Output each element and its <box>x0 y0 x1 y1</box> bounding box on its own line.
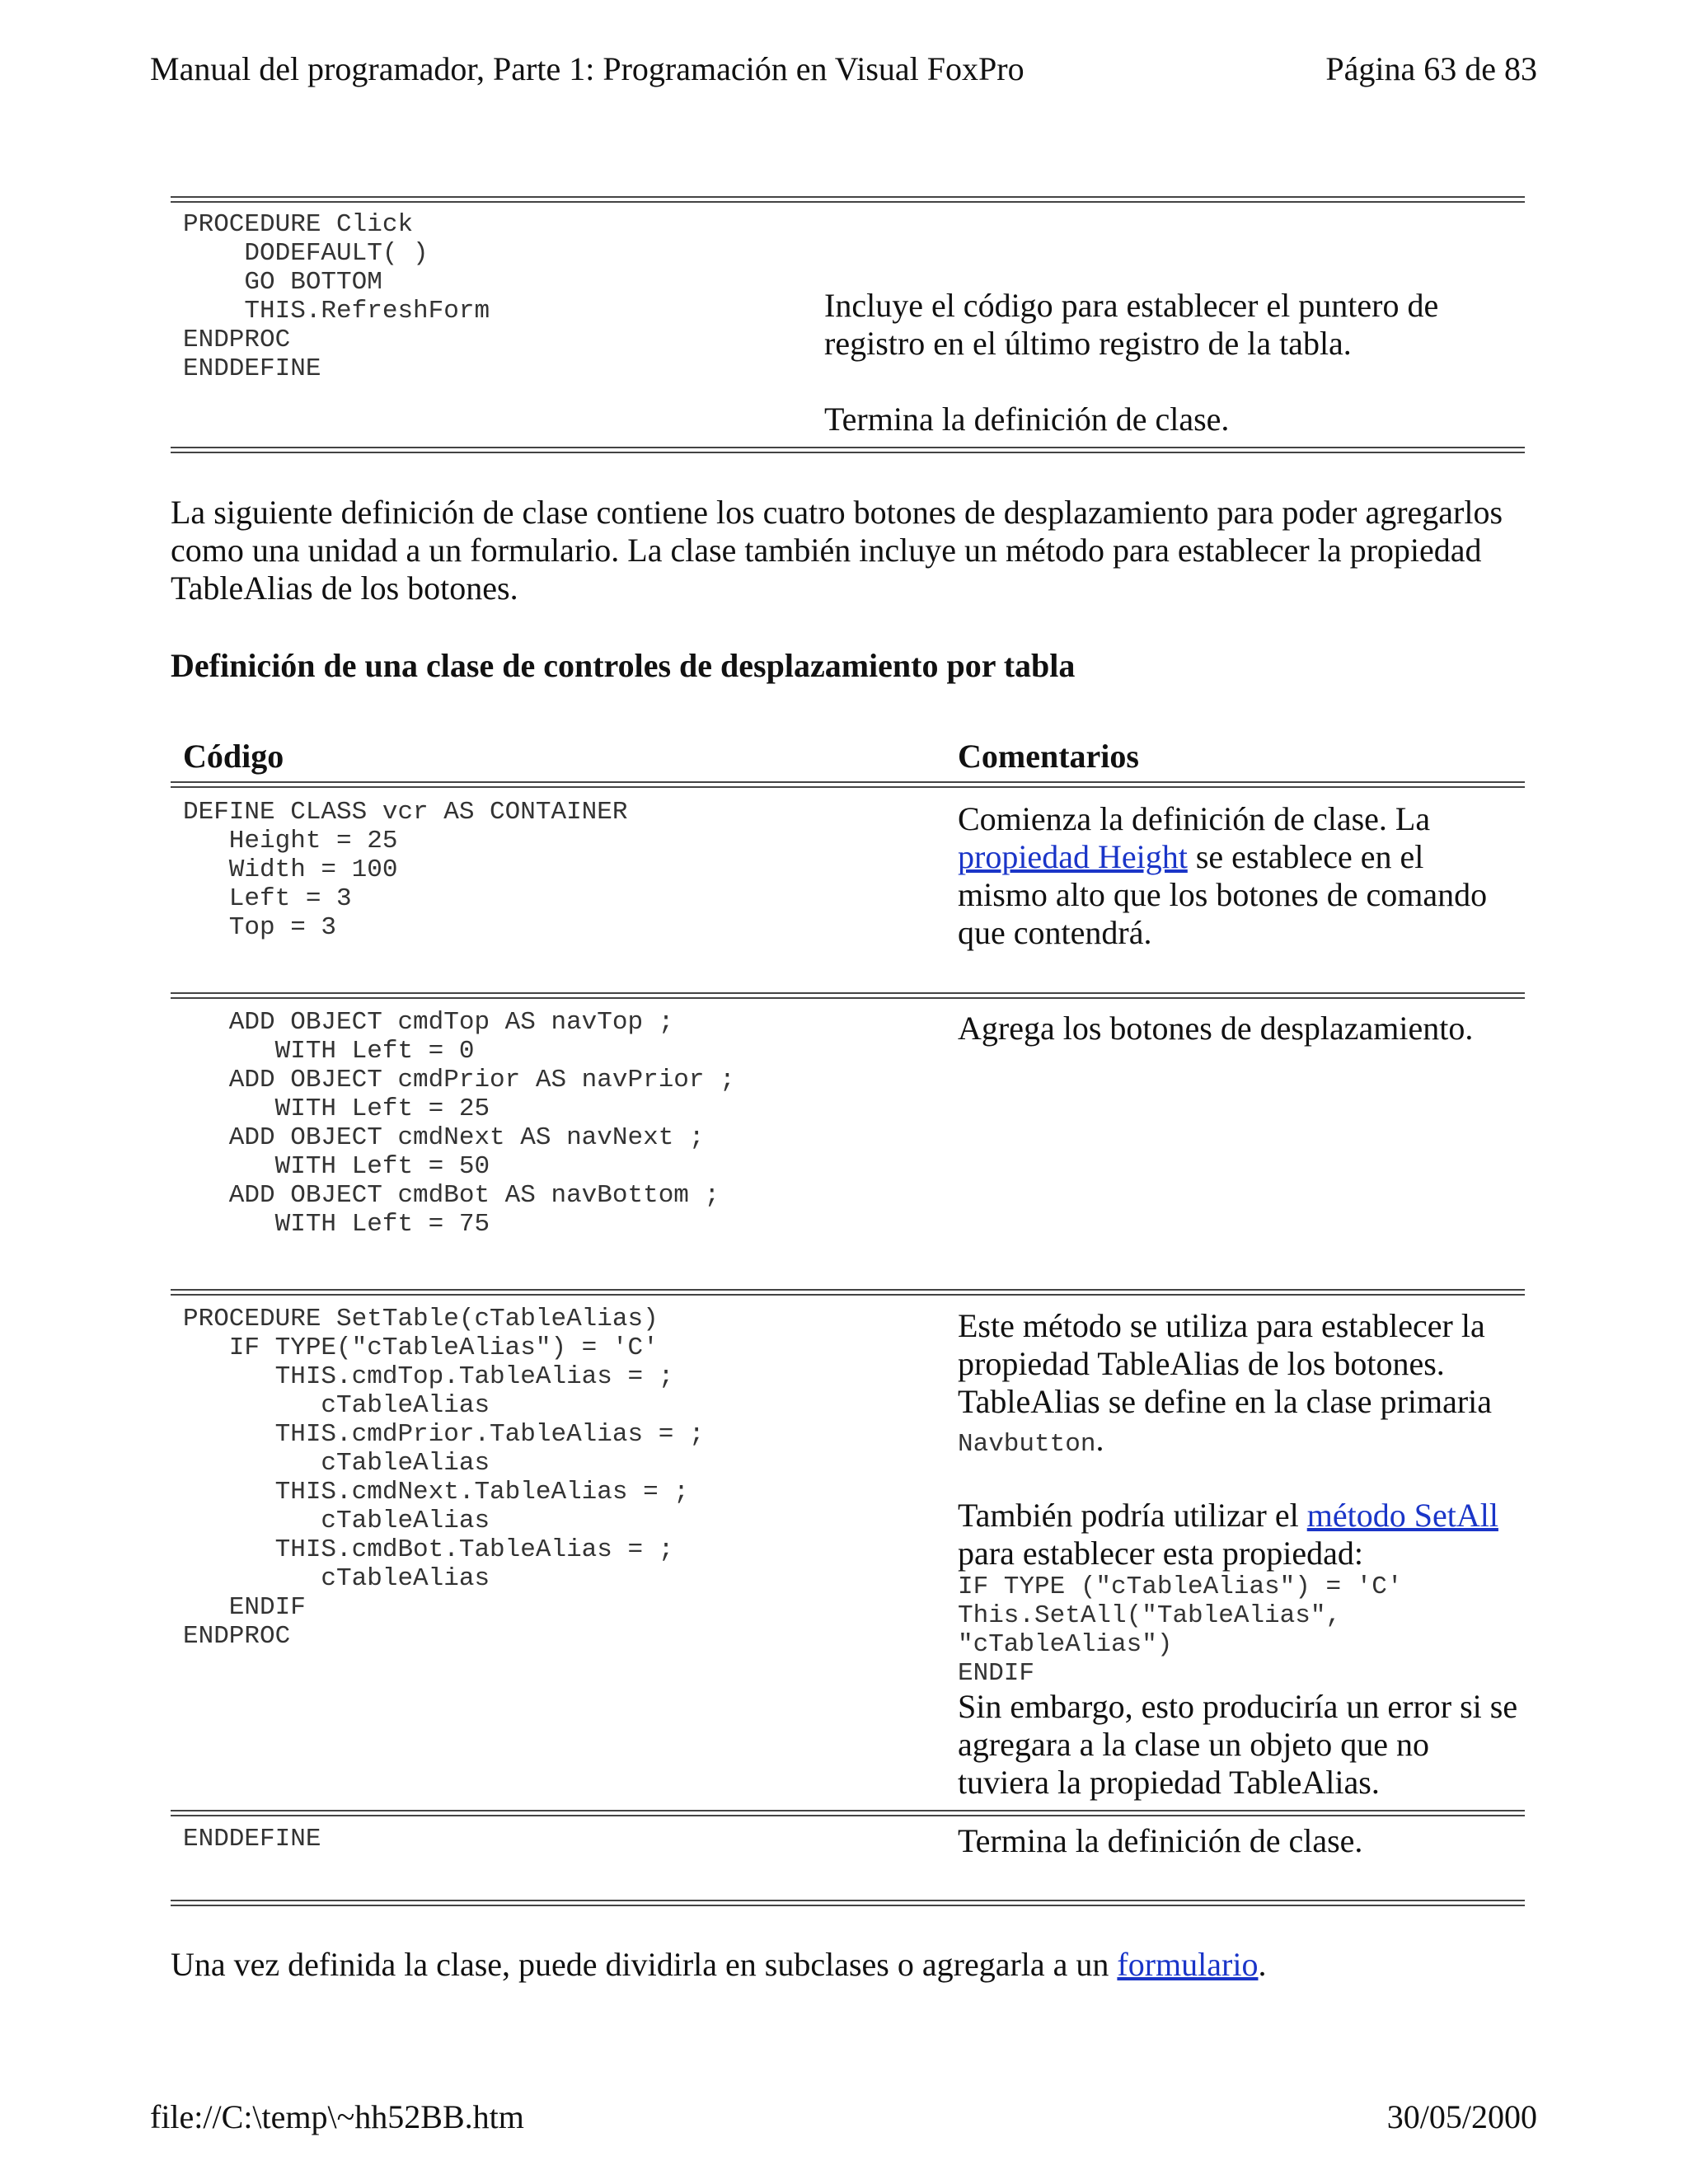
comment-add-objects: Agrega los botones de desplazamiento. <box>958 1010 1474 1047</box>
comment-setall-text: También podría utilizar el método SetAll para establecer esta propiedad: <box>958 1497 1498 1572</box>
code-enddefine: ENDDEFINE <box>183 1825 321 1854</box>
table-row-rule <box>171 992 1525 999</box>
comment-settable <box>958 1307 1518 1802</box>
column-header-comments: Comentarios <box>958 738 1139 775</box>
link-setall-method[interactable]: método SetAll <box>1306 1497 1498 1534</box>
code-settable-procedure: PROCEDURE SetTable(cTableAlias) IF TYPE("cTableAlias") = 'C' THIS.cmdTop.TableAlias = ; cTableAlias THIS.cmdPrior.TableAlias = ; cTableAlias THIS.cmdNext.TableAlias = ; cTableAlias THIS.cmdBot.TableAlias = ; cTableAlias ENDIF ENDPROC <box>183 1305 705 1651</box>
code-click-procedure: PROCEDURE Click DODEFAULT( ) GO BOTTOM THIS.RefreshForm ENDPROC ENDDEFINE <box>183 210 490 383</box>
link-height-property[interactable]: propiedad Height <box>958 838 1188 875</box>
comment-setall-warning: Sin embargo, esto produciría un error si se agregara a la clase un objeto que no tuviera la propiedad TableAlias. <box>958 1688 1518 1801</box>
section-heading: Definición de una clase de controles de desplazamiento por tabla <box>171 647 1076 684</box>
code-setall-example: IF TYPE ("cTableAlias") = 'C' This.SetAll("TableAlias", "cTableAlias") ENDIF <box>958 1572 1403 1688</box>
table-row-rule <box>171 1810 1525 1816</box>
table-header-rule <box>171 781 1525 788</box>
column-header-code: Código <box>183 738 284 775</box>
code-define-class: DEFINE CLASS vcr AS CONTAINER Height = 25 Width = 100 Left = 3 Top = 3 <box>183 798 628 942</box>
intro-paragraph: La siguiente definición de clase contiene los cuatro botones de desplazamiento para poder agregarlos como una unidad a un formulario. La clase también incluye un método para establecer la propiedad TableAlias de los botones. <box>171 494 1503 607</box>
comment-go-bottom: Incluye el código para establecer el puntero de registro en el último registro de la tabla. <box>824 287 1439 362</box>
navbutton-code: Navbutton <box>958 1430 1096 1459</box>
comment-end-define: Termina la definición de clase. <box>824 401 1230 438</box>
closing-paragraph: Una vez definida la clase, puede dividirla en subclases o agregarla a un formulario. <box>171 1946 1267 1983</box>
footer-file-path: file://C:\temp\~hh52BB.htm <box>150 2098 524 2135</box>
page-number: Página 63 de 83 <box>1325 50 1537 87</box>
table-bottom-rule <box>171 1900 1525 1906</box>
table-row-rule <box>171 1289 1525 1296</box>
table-bottom-rule <box>171 447 1525 453</box>
footer-date: 30/05/2000 <box>1386 2098 1537 2135</box>
table-top-rule <box>171 196 1525 203</box>
link-formulario[interactable]: formulario <box>1117 1946 1259 1983</box>
code-add-objects: ADD OBJECT cmdTop AS navTop ; WITH Left = 0 ADD OBJECT cmdPrior AS navPrior ; WITH Left = 25 ADD OBJECT cmdNext AS navNext ; WITH Left = 50 ADD OBJECT cmdBot AS navBottom ; WITH Left = 75 <box>228 1008 735 1239</box>
page-header-title: Manual del programador, Parte 1: Programación en Visual FoxPro <box>150 50 1025 87</box>
comment-settable-text: Este método se utiliza para establecer la propiedad TableAlias de los botones. TableAlias se define en la clase primaria Navbutton. <box>958 1307 1493 1459</box>
comment-end-definition: Termina la definición de clase. <box>958 1822 1363 1859</box>
comment-define-class: Comienza la definición de clase. La propiedad Height se establece en el mismo alto que los botones de comando que contendrá. <box>958 800 1488 951</box>
